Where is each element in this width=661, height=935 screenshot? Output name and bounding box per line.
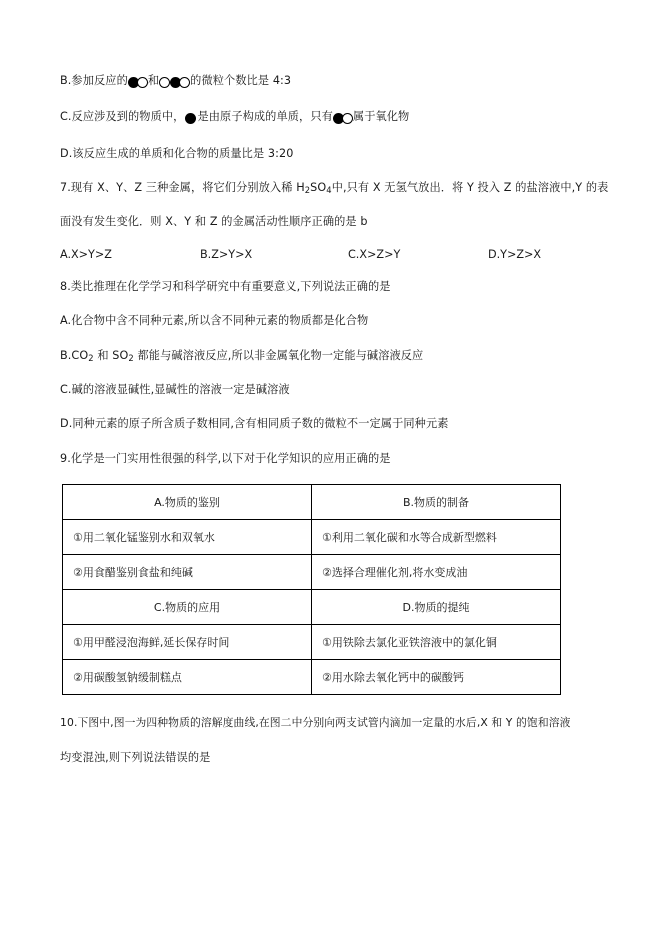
q8b-mid-text: 和 SO xyxy=(93,348,129,362)
q6b-mid-text: 和 xyxy=(147,74,160,87)
q6c-post-text: 属于氧化物 xyxy=(352,110,410,124)
table-cell-c-item-2: ②用碳酸氢钠缓制糕点 xyxy=(63,659,312,694)
document-content xyxy=(60,72,609,783)
q7-stem-part-a: 7.现有 X、Y、Z 三种金属，将它们分别放入稀 H xyxy=(60,181,305,195)
question-8-option-d: D.同种元素的原子所含质子数相同,含有相同质子数的微粒不一定属于同种元素 xyxy=(60,417,449,431)
table-row xyxy=(63,624,561,659)
question-10-stem-line-2: 均变混浊,则下列说法错误的是 xyxy=(60,750,211,764)
question-7-stem-line-1 xyxy=(60,179,609,196)
table-row xyxy=(63,589,561,624)
q8b-pre-text: B.CO xyxy=(60,348,89,362)
open-circle-icon xyxy=(137,77,148,88)
question-7-stem-line-2: 面没有发生变化．则 X、Y 和 Z 的金属活动性顺序正确的是 b xyxy=(60,215,368,229)
q7-option-b: B.Z>Y>X xyxy=(200,247,253,261)
question-8-option-a: A.化合物中含不同种元素,所以含不同种元素的物质都是化合物 xyxy=(60,314,369,328)
table-cell-d-item-1: ①用铁除去氯化亚铁溶液中的氯化铜 xyxy=(312,624,561,659)
open-circle-icon xyxy=(159,77,170,88)
question-9-stem: 9.化学是一门实用性很强的科学,以下对于化学知识的应用正确的是 xyxy=(60,451,391,465)
particle-group-filled-open xyxy=(128,74,148,91)
q8b-post-text: 都能与碱溶液反应,所以非金属氧化物一定能与碱溶液反应 xyxy=(133,348,424,362)
q6b-pre-text: B.参加反应的 xyxy=(60,74,128,87)
q7-sub-4: 4 xyxy=(326,185,332,196)
table-header-b: B.物质的制备 xyxy=(312,484,561,519)
question-8-stem: 8.类比推理在化学学习和科学研究中有重要意义,下列说法正确的是 xyxy=(60,279,391,293)
question-6-option-b xyxy=(60,72,605,91)
table-header-a: A.物质的鉴别 xyxy=(63,484,312,519)
q7-option-c: C.X>Z>Y xyxy=(348,247,401,261)
q7-option-a: A.X>Y>Z xyxy=(60,247,112,261)
table-cell-b-item-1: ①利用二氧化碳和水等合成新型燃料 xyxy=(312,519,561,554)
particle-group-filled-open xyxy=(333,110,353,127)
open-circle-icon xyxy=(342,113,353,124)
table-cell-b-item-2: ②选择合理催化剂,将水变成油 xyxy=(312,554,561,589)
q6c-mid-text: 是由原子构成的单质，只有 xyxy=(197,110,333,124)
table-cell-a-item-1: ①用二氧化锰鉴别水和双氧水 xyxy=(63,519,312,554)
question-9-table xyxy=(62,484,561,695)
table-header-d: D.物质的提纯 xyxy=(312,589,561,624)
filled-circle-icon xyxy=(185,113,196,124)
q8b-sub-1: 2 xyxy=(88,352,94,363)
table-row xyxy=(63,519,561,554)
table-cell-d-item-2: ②用水除去氧化钙中的碳酸钙 xyxy=(312,659,561,694)
table-row xyxy=(63,659,561,694)
q6c-pre-text: C.反应涉及到的物质中， xyxy=(60,110,185,124)
q7-stem-part-b: SO xyxy=(310,181,327,195)
q7-sub-2: 2 xyxy=(304,185,311,196)
table-row xyxy=(63,484,561,519)
q8b-sub-2: 2 xyxy=(128,352,134,363)
question-7-options xyxy=(60,248,605,261)
table-cell-a-item-2: ②用食醋鉴别食盐和纯碱 xyxy=(63,554,312,589)
question-10-stem-line-1: 10.下图中,图一为四种物质的溶解度曲线,在图二中分别向两支试管内滴加一定量的水后,X 和 Y 的饱和溶液 xyxy=(60,715,571,729)
particle-group-open-filled-open xyxy=(159,74,190,91)
q6b-post-text: 的微粒个数比是 4:3 xyxy=(190,74,292,87)
table-row xyxy=(63,554,561,589)
question-8-option-c: C.碱的溶液显碱性,显碱性的溶液一定是碱溶液 xyxy=(60,382,290,396)
table-cell-c-item-1: ①用甲醛浸泡海鲜,延长保存时间 xyxy=(63,624,312,659)
q7-option-d: D.Y>Z>X xyxy=(488,247,542,261)
question-6-option-c xyxy=(60,108,605,127)
open-circle-icon xyxy=(179,77,190,88)
table-header-c: C.物质的应用 xyxy=(63,589,312,624)
q7-stem-part-c: 中,只有 X 无氢气放出．将 Y 投入 Z 的盐溶液中,Y 的表 xyxy=(331,181,609,195)
question-6-option-d: D.该反应生成的单质和化合物的质量比是 3:20 xyxy=(60,146,294,160)
particle-single-filled xyxy=(185,110,196,127)
question-8-option-b xyxy=(60,347,605,364)
